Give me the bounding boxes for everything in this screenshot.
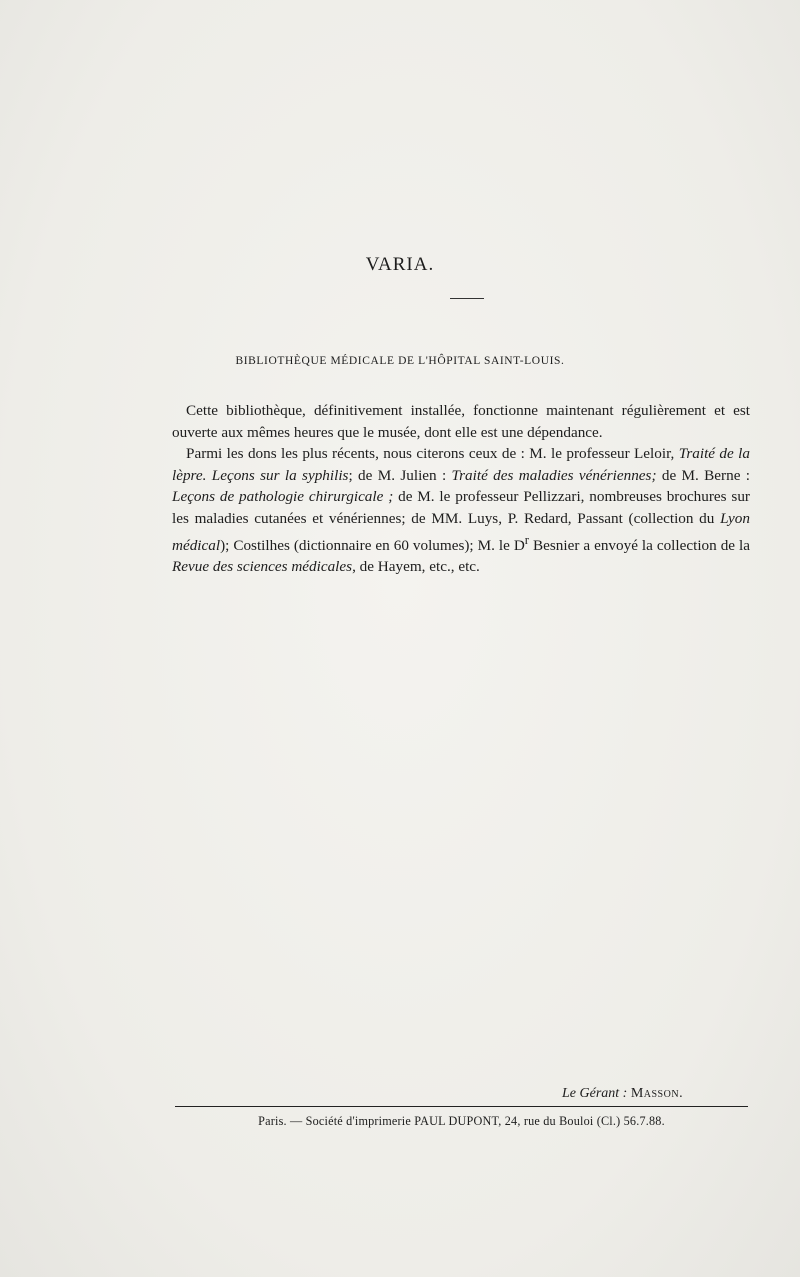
signature-role: Le Gérant : bbox=[562, 1086, 628, 1101]
p2-title-lyon: Lyon médical bbox=[172, 509, 750, 554]
signature bbox=[562, 1086, 683, 1102]
p2-title-leloir: Traité de la lèpre. Leçons sur la syphilis bbox=[172, 445, 750, 484]
p2-superscript: r bbox=[524, 532, 530, 547]
article-body bbox=[172, 400, 750, 578]
section-heading: BIBLIOTHÈQUE MÉDICALE DE L'HÔPITAL SAINT-LOUIS. bbox=[235, 355, 565, 367]
title-rule bbox=[450, 298, 484, 299]
p2-title-revue: Revue des sciences médicales bbox=[172, 558, 353, 576]
p2-text-1: Parmi les dons les plus récents, nous citerons ceux de : M. le professeur Leloir, bbox=[186, 445, 679, 463]
signature-name: Masson. bbox=[630, 1086, 684, 1101]
p2-title-julien: Traité des maladies vénériennes; bbox=[451, 466, 657, 484]
paragraph-1: Cette bibliothèque, définitivement installée, fonctionne maintenant régulièrement et est ouverte aux mêmes heures que le musée, dont elle est une dépendance. bbox=[172, 402, 750, 441]
p2-text-6: Besnier a envoyé la collection de la bbox=[529, 536, 750, 554]
p2-text-7: , de Hayem, etc., etc. bbox=[352, 558, 480, 576]
p2-title-berne: Leçons de pathologie chirurgicale ; bbox=[172, 488, 394, 506]
footer-rule bbox=[175, 1106, 748, 1107]
p2-text-5: ); Costilhes (dictionnaire en 60 volumes); M. le D bbox=[220, 536, 525, 554]
page-title: VARIA. bbox=[365, 254, 435, 275]
p2-text-2: ; de M. Julien : bbox=[348, 466, 452, 484]
p2-text-3: de M. Berne : bbox=[656, 466, 750, 484]
p2-text-4: de M. le professeur Pellizzari, nombreuses brochures sur les maladies cutanées et vénériennes; de MM. Luys, P. Redard, Passant (collection du bbox=[172, 488, 750, 527]
imprint-line: Paris. — Société d'imprimerie PAUL DUPONT, 24, rue du Bouloi (Cl.) 56.7.88. bbox=[258, 1114, 665, 1128]
paragraph-2 bbox=[172, 443, 750, 578]
